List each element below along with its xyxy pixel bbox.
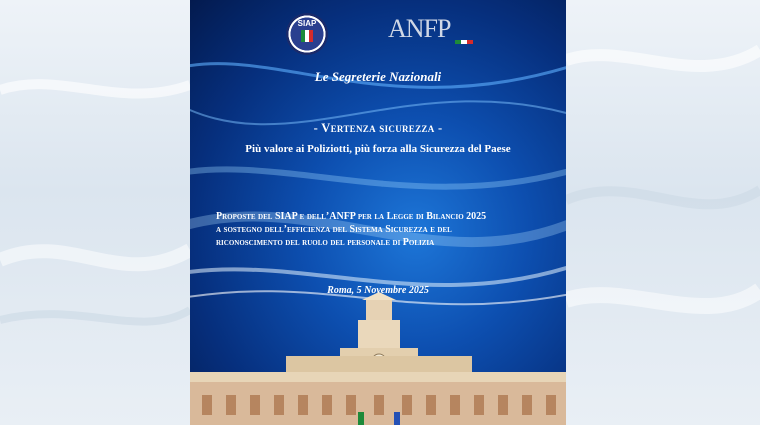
siap-logo-text: SIAP <box>297 19 317 28</box>
anfp-logo: ANFP <box>388 14 451 43</box>
proposal-line: Proposte del SIAP e dell’ANFP per la Legge di Bilancio 2025 <box>216 211 487 222</box>
document-date: Roma, 5 Novembre 2025 <box>327 285 429 296</box>
siap-logo <box>286 13 328 55</box>
heading-vertenza: - Vertenza sicurezza - <box>313 121 443 135</box>
subtitle-segreterie: Le Segreterie Nazionali <box>314 69 442 84</box>
background-wave-right <box>566 0 760 425</box>
document-cover <box>190 0 566 425</box>
italian-flag-stripe-icon <box>455 40 473 44</box>
proposal-text <box>216 210 546 249</box>
proposal-line: riconoscimento del ruolo del personale di Polizia <box>216 237 435 248</box>
background-wave-left <box>0 0 190 425</box>
italian-flag-icon <box>301 30 313 42</box>
parliament-building-illustration <box>190 292 566 425</box>
slogan: Più valore ai Poliziotti, più forza alla Sicurezza del Paese <box>245 143 511 155</box>
proposal-line: a sostegno dell’efficienza del Sistema Sicurezza e del <box>216 224 452 235</box>
